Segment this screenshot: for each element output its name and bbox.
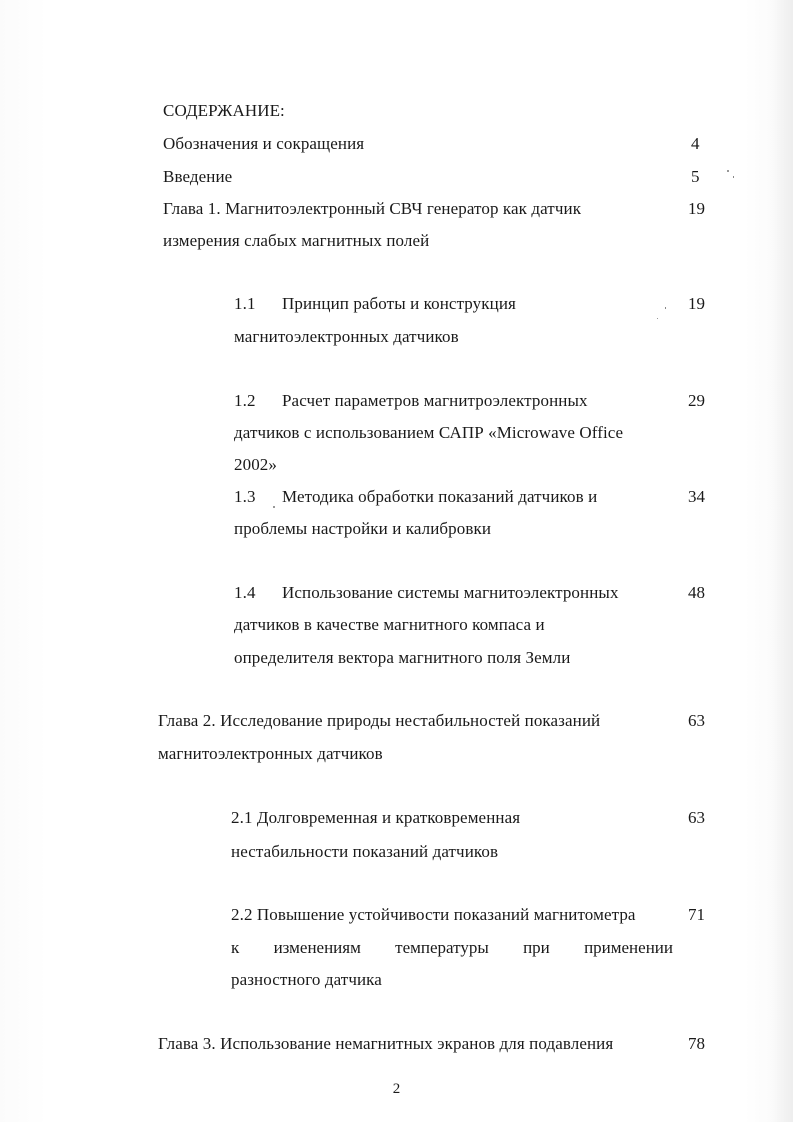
toc-section-1-4-line1 <box>234 583 619 603</box>
toc-section-1-3-line2: проблемы настройки и калибровки <box>234 519 492 538</box>
toc-section-1-2-title: Расчет параметров магнитроэлектронных <box>282 391 588 410</box>
toc-section-2-2-word: изменениям <box>273 938 361 957</box>
toc-chapter-1-line2: измерения слабых магнитных полей <box>163 231 430 250</box>
toc-chapter-3-line1: Глава 3. Использование немагнитных экранов для подавления <box>158 1034 614 1053</box>
toc-section-1-2-number: 1.2 <box>234 391 256 410</box>
toc-chapter-2-line2: магнитоэлектронных датчиков <box>158 744 383 763</box>
toc-page-section-1-3: 34 <box>688 487 705 506</box>
toc-page-section-2-2: 71 <box>688 905 705 924</box>
toc-page-chapter-2: 63 <box>688 711 705 730</box>
toc-page-section-1-2: 29 <box>688 391 705 410</box>
toc-section-2-2-word: применении <box>584 938 673 957</box>
toc-page-notation: 4 <box>691 134 700 153</box>
toc-section-1-4-number: 1.4 <box>234 583 256 602</box>
toc-page-section-2-1: 63 <box>688 808 705 827</box>
toc-entry-intro: Введение <box>163 167 233 186</box>
toc-section-1-4-title: Использование системы магнитоэлектронных <box>282 583 619 602</box>
toc-chapter-2-line1: Глава 2. Исследование природы нестабильностей показаний <box>158 711 601 730</box>
toc-section-2-2-word: при <box>523 938 550 957</box>
toc-section-2-2-line2 <box>231 938 673 958</box>
toc-section-2-2-word: температуры <box>395 938 489 957</box>
toc-section-1-1-line1 <box>234 294 516 314</box>
toc-section-1-2-line3: 2002» <box>234 455 277 474</box>
scan-speck <box>665 307 666 309</box>
scan-speck <box>733 176 734 178</box>
toc-section-1-2-line1 <box>234 391 588 411</box>
toc-section-1-1-number: 1.1 <box>234 294 256 313</box>
toc-section-1-1-line2: магнитоэлектронных датчиков <box>234 327 459 346</box>
toc-section-2-2-line1: 2.2 Повышение устойчивости показаний магнитометра <box>231 905 636 924</box>
toc-page-intro: 5 <box>691 167 700 186</box>
toc-section-2-2-word: к <box>231 938 240 957</box>
toc-page-section-1-4: 48 <box>688 583 705 602</box>
toc-section-2-1-line1: 2.1 Долговременная и кратковременная <box>231 808 521 827</box>
toc-page-section-1-1: 19 <box>688 294 705 313</box>
toc-entry-notation: Обозначения и сокращения <box>163 134 365 153</box>
toc-section-1-3-line1 <box>234 487 597 507</box>
toc-section-1-4-line3: определителя вектора магнитного поля Земли <box>234 648 571 667</box>
toc-heading: СОДЕРЖАНИЕ: <box>163 101 285 120</box>
scan-speck <box>657 318 658 319</box>
toc-page-chapter-3: 78 <box>688 1034 705 1053</box>
scan-speck <box>727 170 729 172</box>
toc-section-2-2-line3: разностного датчика <box>231 970 382 989</box>
toc-section-1-1-title: Принцип работы и конструкция <box>282 294 516 313</box>
page-number: 2 <box>392 1081 401 1097</box>
toc-section-1-3-number: 1.3 <box>234 487 256 506</box>
scan-speck <box>273 506 275 508</box>
toc-section-1-4-line2: датчиков в качестве магнитного компаса и <box>234 615 545 634</box>
toc-chapter-1-line1: Глава 1. Магнитоэлектронный СВЧ генератор как датчик <box>163 199 582 218</box>
toc-page-chapter-1: 19 <box>688 199 705 218</box>
toc-section-2-1-line2: нестабильности показаний датчиков <box>231 842 499 861</box>
toc-section-1-3-title: Методика обработки показаний датчиков и <box>282 487 598 506</box>
toc-section-1-2-line2: датчиков с использованием САПР «Microwave Office <box>234 423 624 442</box>
